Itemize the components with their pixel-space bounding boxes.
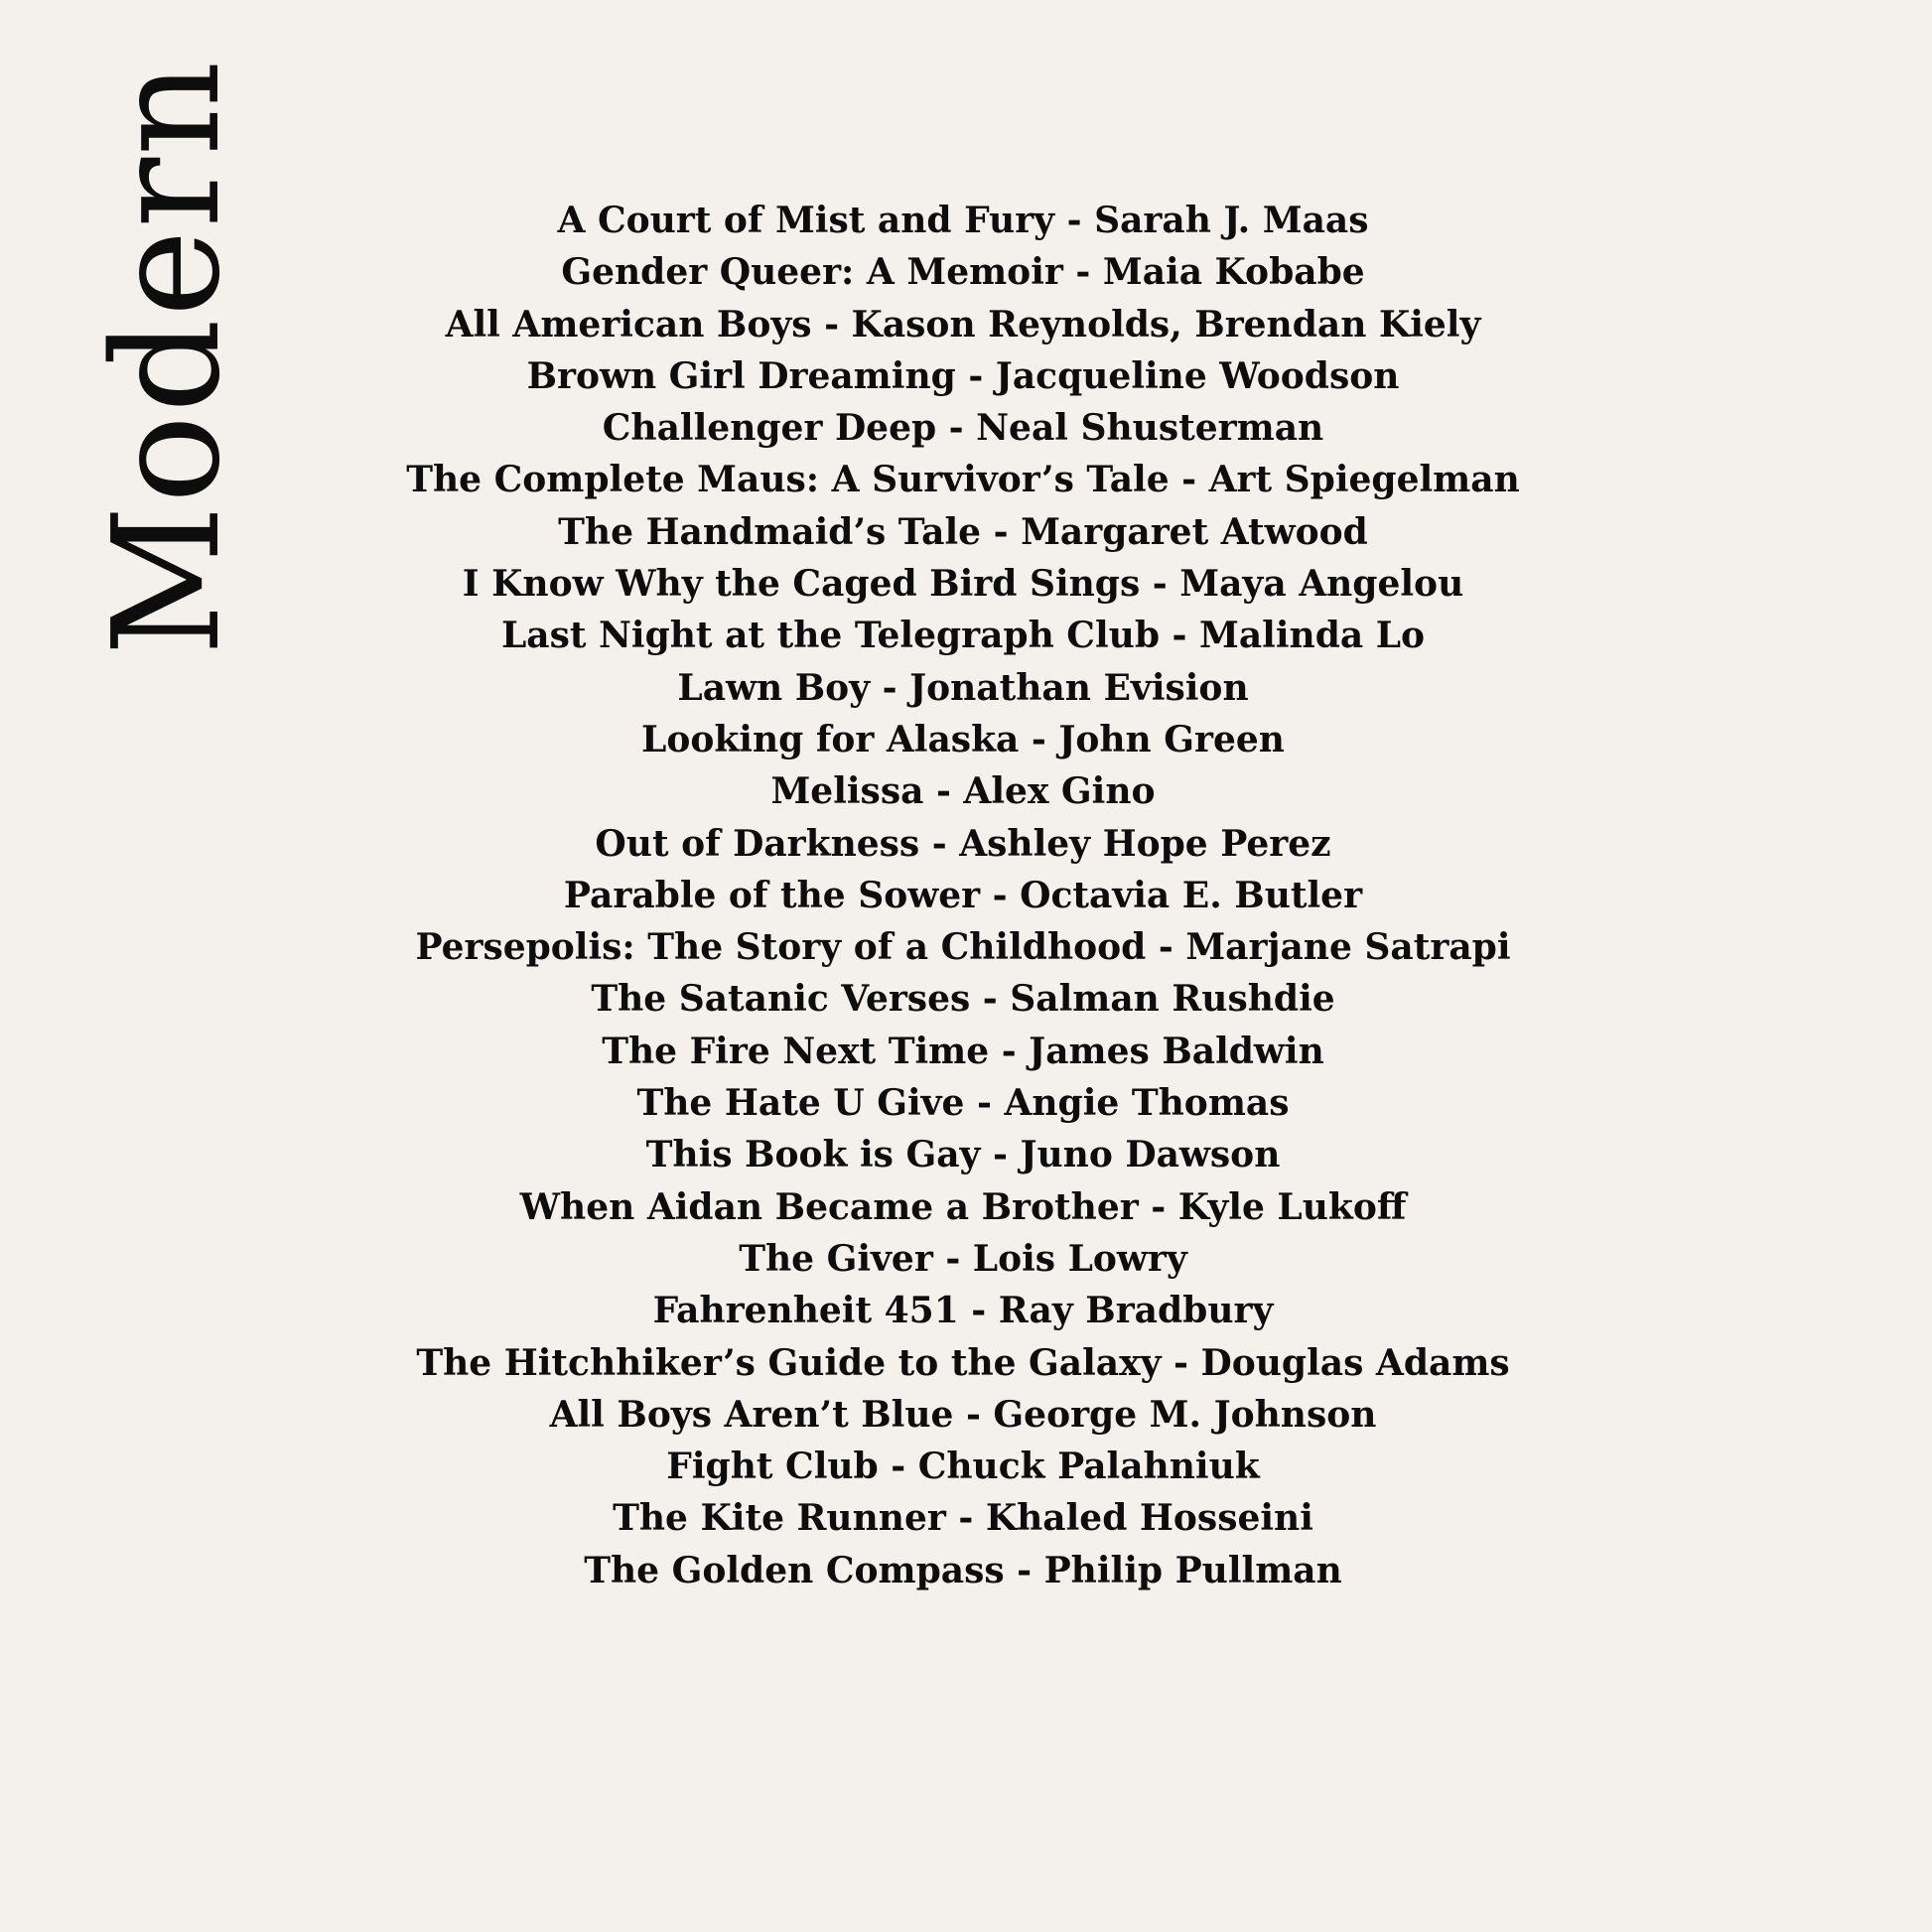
list-item: A Court of Mist and Fury - Sarah J. Maas bbox=[557, 200, 1369, 241]
list-item: Brown Girl Dreaming - Jacqueline Woodson bbox=[526, 354, 1400, 397]
list-item: Fahrenheit 451 - Ray Bradbury bbox=[652, 1290, 1274, 1332]
list-item: All Boys Aren’t Blue - George M. Johnson bbox=[549, 1393, 1377, 1436]
list-item: Lawn Boy - Jonathan Evision bbox=[677, 666, 1249, 709]
list-item: The Kite Runner - Khaled Hosseini bbox=[613, 1497, 1313, 1540]
list-item: Fight Club - Chuck Palahniuk bbox=[666, 1446, 1260, 1488]
list-item: All American Boys - Kason Reynolds, Brendan Kiely bbox=[445, 303, 1481, 345]
list-item: This Book is Gay - Juno Dawson bbox=[645, 1134, 1281, 1176]
list-item: The Complete Maus: A Survivor’s Tale - Art Spiegelman bbox=[406, 459, 1520, 501]
list-item: The Golden Compass - Philip Pullman bbox=[584, 1549, 1342, 1591]
list-item: The Handmaid’s Tale - Margaret Atwood bbox=[558, 510, 1368, 553]
list-item: When Aidan Became a Brother - Kyle Lukoff bbox=[519, 1185, 1407, 1228]
list-item: Persepolis: The Story of a Childhood - Marjane Satrapi bbox=[415, 926, 1511, 969]
list-item: Challenger Deep - Neal Shusterman bbox=[602, 407, 1324, 450]
list-item: The Giver - Lois Lowry bbox=[739, 1237, 1187, 1280]
list-item: Parable of the Sower - Octavia E. Butler bbox=[563, 874, 1363, 916]
list-item: The Fire Next Time - James Baldwin bbox=[602, 1030, 1324, 1072]
book-list bbox=[387, 195, 1539, 1596]
list-item: Melissa - Alex Gino bbox=[770, 770, 1156, 813]
list-item: Last Night at the Telegraph Club - Malinda Lo bbox=[500, 615, 1426, 657]
list-item: The Hitchhiker’s Guide to the Galaxy - Douglas Adams bbox=[416, 1341, 1510, 1384]
list-item: Out of Darkness - Ashley Hope Perez bbox=[595, 822, 1331, 865]
list-item: Looking for Alaska - John Green bbox=[641, 718, 1285, 760]
list-item: I Know Why the Caged Bird Sings - Maya Angelou bbox=[462, 563, 1464, 606]
page-title: Modern bbox=[81, 59, 252, 656]
list-item: The Hate U Give - Angie Thomas bbox=[636, 1082, 1290, 1125]
list-item: Gender Queer: A Memoir - Maia Kobabe bbox=[561, 251, 1365, 294]
list-item: The Satanic Verses - Salman Rushdie bbox=[591, 978, 1335, 1021]
